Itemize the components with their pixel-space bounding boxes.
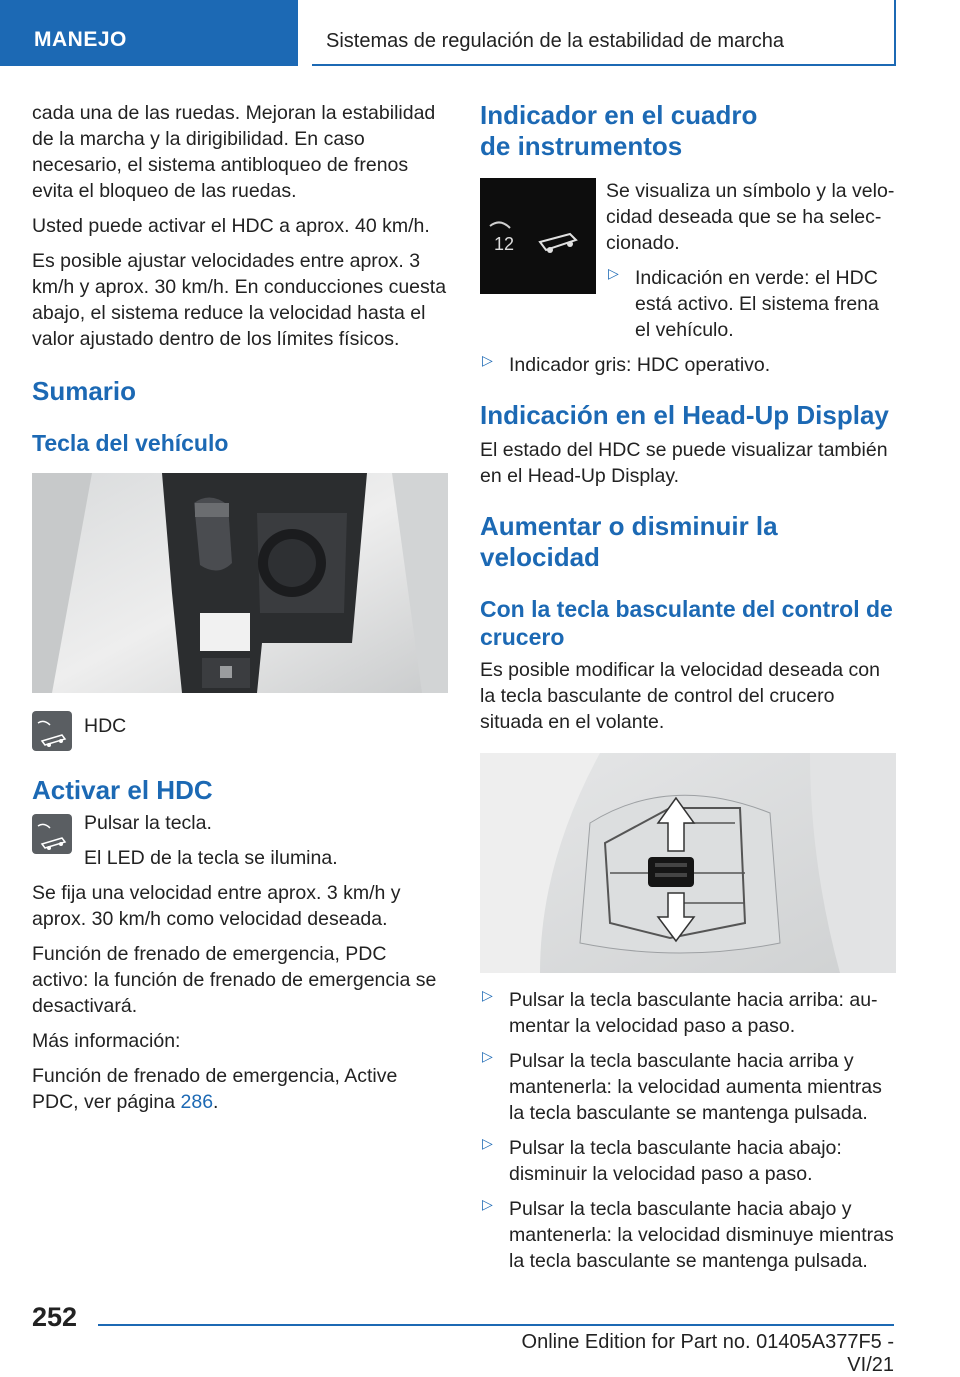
hdc-descent-icon — [32, 711, 72, 751]
gear-selector-photo — [32, 473, 448, 693]
triangle-bullet-icon: ▷ — [482, 987, 493, 1003]
paragraph-reference: Función de frenado de emergencia, Active PDC, ver página 286. — [32, 1065, 398, 1113]
cluster-indicator-image — [480, 178, 596, 294]
paragraph: cada una de las ruedas. Mejoran la estabilidad de la marcha y la dirigibilidad. En caso necesario, el sistema antibloqueo de frenos evita el bloqueo de las ruedas. — [32, 102, 436, 202]
header-title-box — [312, 0, 896, 66]
hdc-label: HDC — [84, 715, 127, 737]
list-item: ▷ Pulsar la tecla basculante hacia arriba y mantenerla: la velocidad aumenta mientras la tecla basculante se mantenga pulsada. — [482, 1048, 882, 1124]
heading-activar-hdc: Activar el HDC — [32, 775, 213, 805]
triangle-bullet-icon: ▷ — [482, 1048, 493, 1064]
cluster-indicator-block — [480, 178, 896, 343]
footer-edition: Online Edition for Part no. 01405A377F5 - VI/21 — [521, 1331, 894, 1376]
activar-instruction — [32, 810, 448, 871]
heading-head-up: Indicación en el Head-Up Display — [480, 400, 889, 430]
heading-indicador: Indicador en el cuadro de instrumentos — [480, 100, 758, 161]
heading-con-tecla: Con la tecla basculante del control de crucero — [480, 596, 893, 650]
footer-divider — [98, 1324, 894, 1326]
paragraph: El estado del HDC se puede visualizar también en el Head-Up Display. — [480, 439, 888, 487]
triangle-bullet-icon: ▷ — [482, 352, 493, 368]
heading-sumario: Sumario — [32, 376, 137, 406]
list-item: ▷ Indicador gris: HDC operativo. — [482, 352, 771, 376]
paragraph: Función de frenado de emergencia, PDC activo: la función de frenado de emergencia se desactivará. — [32, 943, 437, 1017]
heading-aumentar: Aumentar o disminuir la velocidad — [480, 511, 778, 572]
instruction-led: El LED de la tecla se ilumina. — [84, 847, 338, 869]
hdc-descent-icon — [32, 814, 72, 854]
triangle-bullet-icon: ▷ — [608, 265, 619, 281]
paragraph: Usted puede activar el HDC a aprox. 40 km/h. — [32, 215, 430, 237]
paragraph: Es posible ajustar velocidades entre aprox. 3 km/h y aprox. 30 km/h. En conducciones cuesta abajo, el sistema reduce la velocidad hasta el valor ajustado dentro de los límites físicos. — [32, 250, 447, 350]
indicator-text: Se visualiza un símbolo y la velocidad deseada que se ha seleccionado. — [606, 180, 895, 254]
right-column — [480, 100, 896, 1274]
hdc-button-row — [32, 711, 448, 755]
header-title: Sistemas de regulación de la estabilidad de marcha — [326, 30, 785, 52]
cluster-speed-value: 12 — [494, 234, 515, 254]
steering-wheel-rocker-photo — [480, 753, 896, 973]
paragraph: Más información: — [32, 1030, 181, 1052]
page-link[interactable]: 286 — [180, 1091, 214, 1113]
heading-tecla-vehiculo: Tecla del vehículo — [32, 430, 229, 456]
instruction-pulsar: Pulsar la tecla. — [84, 812, 212, 834]
list-item: ▷ Pulsar la tecla basculante hacia arriba: aumentar la velocidad paso a paso. — [482, 987, 878, 1037]
paragraph: Se fija una velocidad entre aprox. 3 km/h y aprox. 30 km/h como velocidad deseada. — [32, 882, 401, 930]
triangle-bullet-icon: ▷ — [482, 1196, 493, 1212]
page-number: 252 — [32, 1302, 78, 1332]
list-item: ▷ Pulsar la tecla basculante hacia abajo y mantenerla: la velocidad disminuye mientras la tecla basculante se mantenga pulsada. — [482, 1196, 894, 1272]
header-section-label: MANEJO — [34, 28, 127, 51]
triangle-bullet-icon: ▷ — [482, 1135, 493, 1151]
header-section-tab — [0, 0, 298, 66]
left-column — [32, 100, 448, 1115]
list-item: ▷ Pulsar la tecla basculante hacia abajo: disminuir la velocidad paso a paso. — [482, 1135, 842, 1185]
paragraph: Es posible modificar la velocidad deseada con la tecla basculante de control del crucero situada en el volante. — [480, 659, 880, 733]
list-item: ▷ Indicación en verde: el HDC está activo. El sistema frena el vehículo. — [608, 265, 879, 341]
